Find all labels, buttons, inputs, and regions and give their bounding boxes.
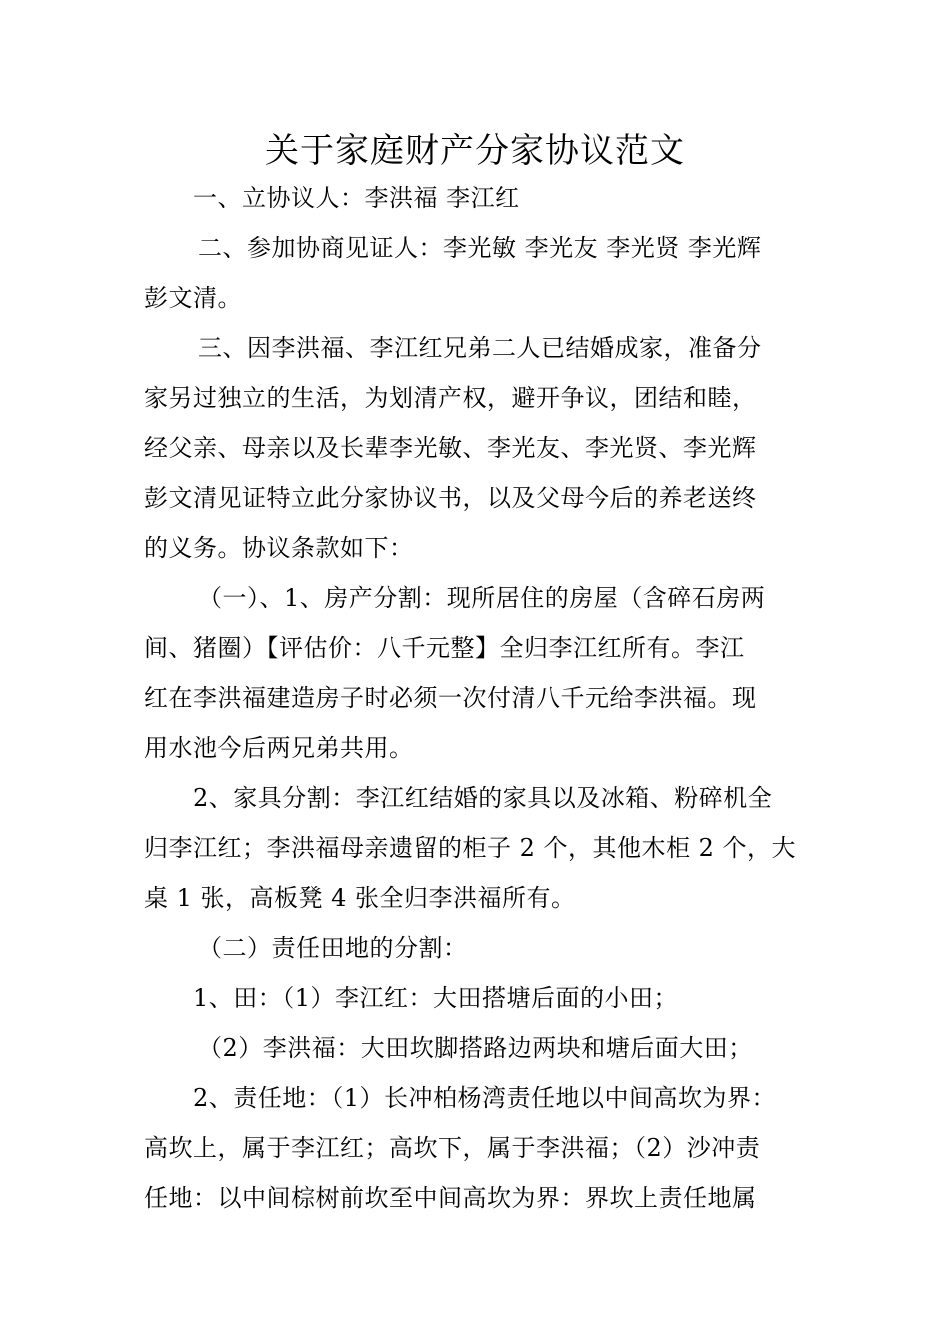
document-title: 关于家庭财产分家协议范文 — [265, 131, 685, 171]
line-12: 用水池今后两兄弟共用。 — [144, 734, 414, 762]
line-3: 彭文清。 — [144, 284, 242, 312]
line-4: 三、因李洪福、李江红兄弟二人已结婚成家，准备分 — [198, 334, 762, 362]
line-14: 归李江红；李洪福母亲遗留的柜子 2 个，其他木柜 2 个，大 — [144, 834, 797, 862]
line-21: 任地：以中间棕树前坎至中间高坎为界：界坎上责任地属 — [144, 1184, 757, 1212]
line-8: 的义务。协议条款如下： — [144, 534, 414, 562]
line-2: 二、参加协商见证人：李光敏 李光友 李光贤 李光辉 — [198, 234, 762, 262]
line-10: 间、猪圈）【评估价：八千元整】全归李江红所有。李江 — [144, 634, 745, 662]
line-13: 2、家具分割：李江红结婚的家具以及冰箱、粉碎机全 — [193, 784, 773, 812]
line-11: 红在李洪福建造房子时必须一次付清八千元给李洪福。现 — [144, 684, 757, 712]
line-15: 桌 1 张，高板凳 4 张全归李洪福所有。 — [144, 884, 576, 912]
line-19: 2、责任地：（1）长冲柏杨湾责任地以中间高坎为界： — [193, 1084, 777, 1112]
line-20: 高坎上，属于李江红；高坎下，属于李洪福；（2）沙冲责 — [144, 1134, 761, 1162]
line-18: （2）李洪福：大田坎脚搭路边两块和塘后面大田； — [198, 1034, 753, 1062]
line-6: 经父亲、母亲以及长辈李光敏、李光友、李光贤、李光辉 — [144, 434, 757, 462]
line-9: （一）、1、房产分割：现所居住的房屋（含碎石房两 — [198, 584, 766, 612]
line-17: 1、田：（1）李江红：大田搭塘后面的小田； — [193, 984, 679, 1012]
line-7: 彭文清见证特立此分家协议书，以及父母今后的养老送终 — [144, 484, 757, 512]
line-16: （二）责任田地的分割： — [198, 934, 468, 962]
line-1: 一、立协议人：李洪福 李江红 — [193, 184, 520, 212]
line-5: 家另过独立的生活，为划清产权，避开争议，团结和睦， — [144, 384, 757, 412]
